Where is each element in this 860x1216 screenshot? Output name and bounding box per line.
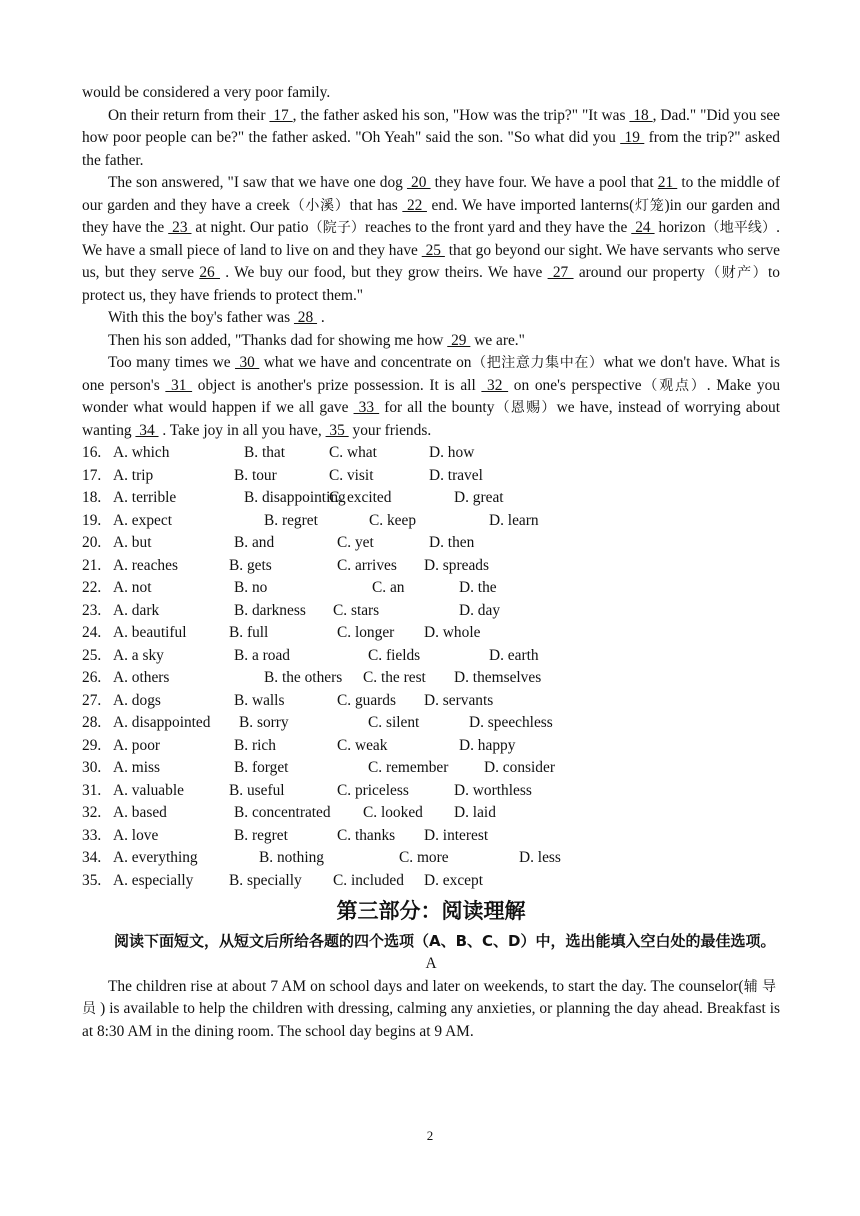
option-b: B. gets: [229, 556, 272, 574]
option-b: B. tour: [234, 466, 277, 484]
document-page: [82, 82, 780, 1043]
passage-paragraph-2: The son answered, "I saw that we have one dog 20 they have four. We have a pool that 21 to the middle of our garden and they have a creek（小溪）that has 22 end. We have imported lanterns(灯笼)in our garden and they have the 23 at night. Our patio（院子）reaches to the front yard and they have the 24 horizon（地平线）. We have a small piece of land to live on and they have 25 that go beyond our sight. We have servants who serve us, but they serve 26 . We buy our food, but they grow theirs. We have 27 around our property（财产）to protect us, they have friends to protect them.": [82, 174, 781, 304]
option-c: C. stars: [333, 601, 380, 619]
blank-22: 22: [402, 196, 427, 214]
option-c: C. silent: [368, 714, 420, 731]
option-c: C. thanks: [337, 826, 396, 844]
option-a: A. poor: [113, 736, 161, 754]
option-b: B. regret: [264, 511, 318, 529]
option-a: A. everything: [113, 849, 198, 866]
question-number: 22.: [82, 579, 102, 596]
option-d: D. great: [454, 489, 504, 506]
section-title: 第三部分：阅读理解: [336, 899, 526, 923]
option-c: C. visit: [329, 466, 374, 484]
blank-19: 19: [620, 129, 645, 146]
option-a: A. valuable: [113, 781, 184, 799]
option-a: A. but: [113, 534, 152, 551]
option-c: C. the rest: [363, 669, 426, 686]
option-d: D. laid: [454, 804, 496, 821]
option-c: C. arrives: [337, 556, 397, 574]
option-row: [82, 487, 780, 510]
option-b: B. rich: [234, 736, 276, 754]
question-number: 17.: [82, 466, 102, 484]
passage-line: would be considered a very poor family.: [82, 84, 331, 101]
question-number: 35.: [82, 871, 102, 889]
option-b: B. forget: [234, 759, 289, 776]
passage-paragraph-3: With this the boy's father was 28 .: [108, 309, 325, 326]
option-c: C. remember: [368, 759, 449, 776]
option-b: B. a road: [234, 646, 290, 664]
option-d: D. travel: [429, 466, 483, 484]
option-b: B. concentrated: [234, 804, 331, 821]
option-b: B. no: [234, 579, 268, 596]
blank-32: 32: [481, 376, 509, 394]
option-d: D. consider: [484, 759, 555, 776]
question-number: 30.: [82, 759, 102, 776]
option-c: C. what: [329, 444, 377, 461]
option-row: [82, 712, 780, 735]
option-a: A. expect: [113, 511, 172, 529]
option-row: [82, 622, 780, 645]
option-a: A. others: [113, 669, 170, 686]
blank-31: 31: [165, 376, 193, 394]
option-row: [82, 690, 780, 713]
option-b: B. walls: [234, 691, 285, 709]
section-instruction: 阅读下面短文，从短文后所给各题的四个选项（A、B、C、D）中，选出能填入空白处的最佳选项。: [114, 932, 776, 950]
question-number: 33.: [82, 826, 102, 844]
passage-label: A: [425, 955, 437, 972]
options-list: [82, 442, 780, 892]
question-number: 34.: [82, 849, 102, 866]
option-row: [82, 465, 780, 488]
option-d: D. worthless: [454, 781, 532, 799]
option-d: D. except: [424, 871, 483, 889]
option-c: C. included: [333, 871, 404, 889]
option-a: A. a sky: [113, 646, 164, 664]
blank-33: 33: [353, 399, 380, 416]
blank-26: 26: [199, 264, 221, 281]
option-c: C. priceless: [337, 781, 409, 799]
option-c: C. looked: [363, 804, 423, 821]
option-b: B. disappointing: [244, 489, 346, 506]
blank-20: 20: [406, 174, 431, 191]
option-d: D. servants: [424, 691, 494, 709]
blank-23: 23: [168, 219, 192, 236]
option-row: [82, 510, 780, 533]
blank-18: 18: [629, 106, 653, 124]
option-row: [82, 532, 780, 555]
page-number: 2: [426, 1128, 434, 1143]
option-row: [82, 780, 780, 803]
option-d: D. interest: [424, 826, 489, 844]
option-b: B. darkness: [234, 601, 306, 619]
question-number: 18.: [82, 489, 102, 506]
option-c: C. guards: [337, 691, 396, 709]
question-number: 21.: [82, 556, 102, 574]
option-d: D. earth: [489, 646, 539, 664]
option-row: [82, 577, 780, 600]
option-b: B. the others: [264, 669, 343, 686]
option-d: D. spreads: [424, 556, 489, 574]
blank-25: 25: [421, 241, 445, 259]
question-number: 19.: [82, 511, 102, 529]
option-a: A. based: [113, 804, 167, 821]
option-row: [82, 802, 780, 825]
blank-34: 34: [135, 421, 159, 439]
option-d: D. the: [459, 579, 497, 596]
question-number: 31.: [82, 781, 102, 799]
option-a: A. which: [113, 444, 170, 461]
option-a: A. reaches: [113, 556, 178, 574]
option-row: [82, 870, 780, 893]
passage-paragraph-5: Too many times we 30 what we have and concentrate on（把注意力集中在）what we don't have. What is one person's 31 object is another's prize possession. It is all 32 on one's perspective（观点）. Make you wonder what would happen if we all gave 33 for all the bounty（恩赐）we have, instead of worrying about wanting 34 . Take joy in all you have, 35 your friends.: [82, 354, 781, 439]
option-d: D. whole: [424, 624, 481, 641]
blank-30: 30: [235, 354, 260, 371]
blank-27: 27: [547, 264, 574, 281]
option-b: B. useful: [229, 781, 285, 799]
passage-paragraph-4: Then his son added, "Thanks dad for showing me how 29 we are.": [108, 331, 525, 349]
option-b: B. sorry: [239, 714, 289, 731]
option-a: A. miss: [113, 759, 161, 776]
option-c: C. fields: [368, 646, 421, 664]
option-row: [82, 600, 780, 623]
question-number: 25.: [82, 646, 102, 664]
option-b: B. nothing: [259, 849, 324, 866]
option-c: C. longer: [337, 624, 395, 641]
option-c: C. weak: [337, 736, 388, 754]
option-b: B. that: [244, 444, 286, 461]
option-c: C. excited: [329, 489, 392, 506]
option-row: [82, 645, 780, 668]
question-number: 26.: [82, 669, 102, 686]
passage-paragraph-1: On their return from their 17 , the father asked his son, "How was the trip?" "It was 18 , Dad." "Did you see how poor people can be?" the father asked. "Oh Yeah" said the son. "So what did you 19 from the trip?" asked the father.: [82, 106, 780, 169]
option-a: A. dark: [113, 601, 160, 619]
option-c: C. keep: [369, 511, 417, 529]
option-row: [82, 735, 780, 758]
option-b: B. full: [229, 624, 269, 641]
question-number: 20.: [82, 534, 102, 551]
option-b: B. specially: [229, 871, 302, 889]
option-row: [82, 442, 780, 465]
option-d: D. happy: [459, 736, 516, 754]
option-row: [82, 667, 780, 690]
option-d: D. speechless: [469, 714, 553, 731]
option-row: [82, 825, 780, 848]
option-a: A. beautiful: [113, 624, 187, 641]
option-b: B. and: [234, 534, 275, 551]
question-number: 28.: [82, 714, 102, 731]
option-d: D. themselves: [454, 669, 542, 686]
option-c: C. an: [372, 579, 405, 596]
option-c: C. yet: [337, 534, 374, 551]
blank-24: 24: [631, 219, 655, 236]
question-number: 29.: [82, 736, 102, 754]
option-a: A. dogs: [113, 691, 161, 709]
option-a: A. especially: [113, 871, 194, 889]
question-number: 32.: [82, 804, 102, 821]
option-d: D. day: [459, 601, 501, 619]
option-a: A. not: [113, 579, 152, 596]
blank-17: 17: [269, 106, 293, 124]
question-number: 27.: [82, 691, 102, 709]
question-number: 24.: [82, 624, 102, 641]
blank-28: 28: [293, 309, 318, 326]
option-d: D. how: [429, 444, 475, 461]
option-b: B. regret: [234, 826, 288, 844]
option-a: A. trip: [113, 466, 154, 484]
blank-29: 29: [447, 331, 471, 349]
option-a: A. disappointed: [113, 714, 211, 731]
blank-21: 21: [657, 174, 678, 191]
option-c: C. more: [399, 849, 449, 866]
question-number: 23.: [82, 601, 102, 619]
option-row: [82, 555, 780, 578]
reading-passage-a: The children rise at about 7 AM on school days and later on weekends, to start the day. The counselor(辅导员) is available to help the children with dressing, calming any anxieties, or planning the day ahead. Breakfast is at 8:30 AM in the dining room. The school day begins at 9 AM.: [82, 977, 781, 1040]
option-d: D. then: [429, 534, 475, 551]
option-a: A. love: [113, 826, 159, 844]
option-row: [82, 757, 780, 780]
option-row: [82, 847, 780, 870]
question-number: 16.: [82, 444, 102, 461]
option-a: A. terrible: [113, 489, 177, 506]
option-d: D. learn: [489, 511, 539, 529]
option-d: D. less: [519, 849, 561, 866]
blank-35: 35: [325, 421, 349, 439]
